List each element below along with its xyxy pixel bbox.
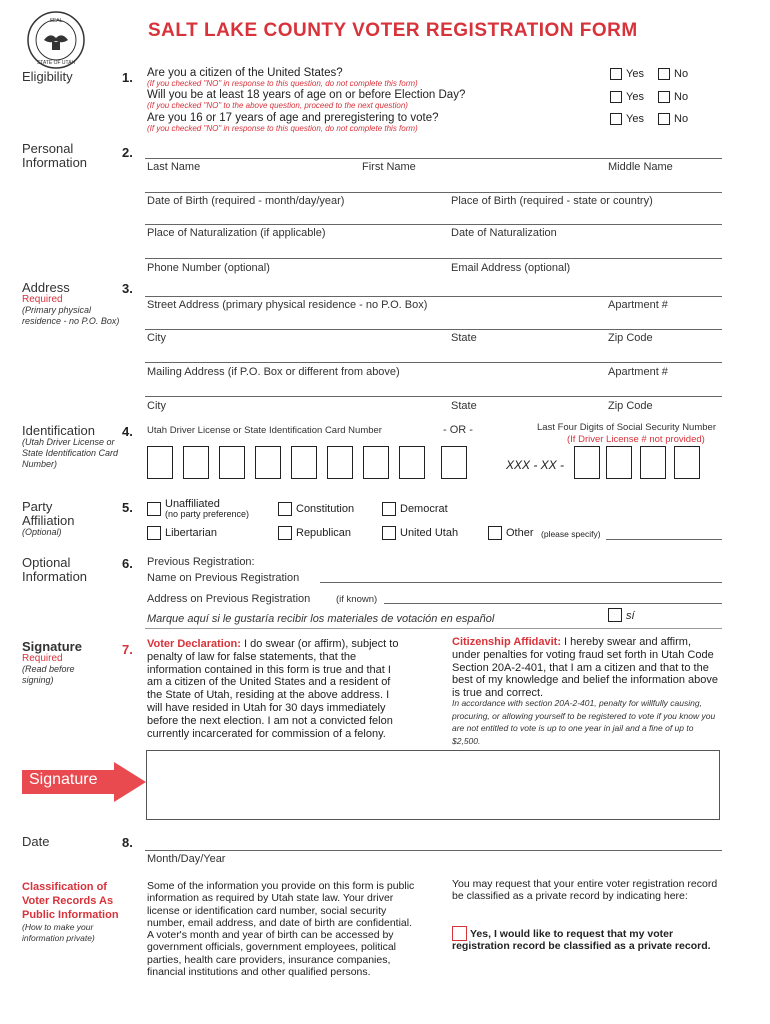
address-note: (Primary physical residence - no P.O. Box) bbox=[22, 305, 120, 326]
age18-yes-label: Yes bbox=[626, 91, 644, 103]
spanish-materials-label: Marque aquí si le gustaría recibir los materiales de votación en español bbox=[147, 613, 495, 625]
previous-name-input-line[interactable] bbox=[320, 582, 722, 583]
pob-label: Place of Birth (required - state or country) bbox=[451, 195, 653, 207]
section-number-1: 1. bbox=[122, 70, 133, 85]
dl-digit-8[interactable] bbox=[399, 446, 425, 479]
phone-label: Phone Number (optional) bbox=[147, 262, 270, 274]
democrat-label: Democrat bbox=[400, 503, 448, 515]
democrat-checkbox[interactable] bbox=[382, 502, 396, 516]
constitution-checkbox[interactable] bbox=[278, 502, 292, 516]
signature-note: (Read before signing) bbox=[22, 664, 75, 685]
section-number-5: 5. bbox=[122, 500, 133, 515]
classification-body: Some of the information you provide on this form is public information as required by Utah state law. Your driver license or identification card number, social security number, email address, and date of birth are confidential. A voter's month and year of birth can be accessed by government officials, government employees, political parties, health care providers, insurance companies, financial institutions and other qualified persons. bbox=[147, 880, 415, 979]
email-label: Email Address (optional) bbox=[451, 262, 571, 274]
city-label: City bbox=[147, 332, 166, 344]
dob-label: Date of Birth (required - month/day/year) bbox=[147, 195, 345, 207]
other-label: Other bbox=[506, 527, 534, 539]
other-checkbox[interactable] bbox=[488, 526, 502, 540]
section-personal-line1: Personal bbox=[22, 141, 74, 156]
citizen-no-checkbox[interactable] bbox=[658, 68, 670, 80]
section-address: Address bbox=[22, 280, 70, 295]
ssn-digit-4[interactable] bbox=[674, 446, 700, 479]
citizen-yes-checkbox[interactable] bbox=[610, 68, 622, 80]
city2-label: City bbox=[147, 400, 166, 412]
penalty-note: In accordance with section 20A-2-401, penalty for willfully causing, procuring, or allowing yourself to be registered to vote if you know you are not entitled to vote is up to one year in jail and a fine of up to $2,500. bbox=[452, 698, 716, 746]
republican-checkbox[interactable] bbox=[278, 526, 292, 540]
previous-address-input-line[interactable] bbox=[384, 603, 722, 604]
libertarian-checkbox[interactable] bbox=[147, 526, 161, 540]
dl-label: Utah Driver License or State Identification Card Number bbox=[147, 425, 382, 436]
apt-label: Apartment # bbox=[608, 299, 668, 311]
apt2-label: Apartment # bbox=[608, 366, 668, 378]
date-format-label: Month/Day/Year bbox=[147, 853, 226, 865]
last-name-label: Last Name bbox=[147, 161, 201, 173]
unaffiliated-checkbox[interactable] bbox=[147, 502, 161, 516]
section-signature: Signature bbox=[22, 639, 82, 654]
dl-digit-2[interactable] bbox=[183, 446, 209, 479]
city-input-line[interactable] bbox=[145, 329, 722, 330]
section-party-line2: Affiliation bbox=[22, 513, 75, 528]
previous-name-label: Name on Previous Registration bbox=[147, 572, 300, 584]
optional-divider bbox=[145, 628, 722, 629]
section-date: Date bbox=[22, 834, 50, 849]
svg-text:SEAL: SEAL bbox=[49, 18, 63, 24]
section-number-8: 8. bbox=[122, 835, 133, 850]
citizen-yes-label: Yes bbox=[626, 68, 644, 80]
previous-address-label: Address on Previous Registration bbox=[147, 593, 311, 605]
citizenship-affidavit bbox=[452, 636, 722, 700]
previous-address-note: (if known) bbox=[336, 594, 378, 605]
question-citizen: Are you a citizen of the United States? bbox=[147, 67, 343, 79]
signature-arrow-label: Signature bbox=[29, 771, 98, 788]
name-input-line[interactable] bbox=[145, 158, 722, 159]
identification-note: (Utah Driver License or State Identification Card Number) bbox=[22, 437, 119, 469]
section-number-3: 3. bbox=[122, 281, 133, 296]
party-optional: (Optional) bbox=[22, 527, 62, 537]
date-input-line[interactable] bbox=[145, 850, 722, 851]
dl-digit-1[interactable] bbox=[147, 446, 173, 479]
spanish-checkbox[interactable] bbox=[608, 608, 622, 622]
unaffiliated-note: (no party preference) bbox=[165, 509, 250, 519]
classification-title-line2: Voter Records As bbox=[22, 895, 114, 907]
spanish-si-label: sí bbox=[626, 610, 635, 622]
section-number-6: 6. bbox=[122, 556, 133, 571]
dl-digit-6[interactable] bbox=[327, 446, 353, 479]
question-age18-note: (If you checked "NO" to the above question, proceed to the next question) bbox=[147, 101, 408, 110]
voter-declaration bbox=[147, 638, 407, 740]
classification-title-line1: Classification of bbox=[22, 881, 107, 893]
mailing-input-line[interactable] bbox=[145, 362, 722, 363]
ssn-digit-2[interactable] bbox=[606, 446, 632, 479]
citizen-no-label: No bbox=[674, 68, 689, 80]
ssn-note: (If Driver License # not provided) bbox=[567, 434, 705, 445]
preregister-yes-checkbox[interactable] bbox=[610, 113, 622, 125]
or-label: - OR - bbox=[443, 424, 473, 436]
street-label: Street Address (primary physical residence - no P.O. Box) bbox=[147, 299, 428, 311]
naturalization-input-line[interactable] bbox=[145, 224, 722, 225]
private-record-label: Yes, I would like to request that my voter registration record be classified as a private record. bbox=[452, 928, 711, 953]
question-preregister: Are you 16 or 17 years of age and preregistering to vote? bbox=[147, 112, 439, 124]
question-age18: Will you be at least 18 years of age on or before Election Day? bbox=[147, 89, 466, 101]
libertarian-label: Libertarian bbox=[165, 527, 217, 539]
citizenship-affidavit-title: Citizenship Affidavit: bbox=[452, 636, 561, 648]
classification-note: (How to make your information private) bbox=[22, 922, 95, 943]
zip-label: Zip Code bbox=[608, 332, 653, 344]
section-optional-line2: Information bbox=[22, 569, 88, 584]
don-label: Date of Naturalization bbox=[451, 227, 557, 239]
constitution-label: Constitution bbox=[296, 503, 355, 515]
ssn-digit-1[interactable] bbox=[574, 446, 600, 479]
citizenship-affidavit-text: I hereby swear and affirm, under penalties for voting fraud set forth in Utah Code Section 20A-2-401, that I am a citizen and that to the best of my knowledge and belief the information above is true and correct. bbox=[452, 636, 718, 700]
section-number-2: 2. bbox=[122, 145, 133, 160]
svg-text:STATE OF UTAH: STATE OF UTAH bbox=[36, 60, 76, 66]
age18-no-label: No bbox=[674, 91, 689, 103]
previous-registration-label: Previous Registration: bbox=[147, 556, 255, 568]
classification-title bbox=[22, 880, 119, 922]
zip2-label: Zip Code bbox=[608, 400, 653, 412]
age18-yes-checkbox[interactable] bbox=[610, 91, 622, 103]
section-personal-line2: Information bbox=[22, 155, 88, 170]
dl-digit-3[interactable] bbox=[219, 446, 245, 479]
unaffiliated-label: Unaffiliated bbox=[165, 498, 220, 510]
section-number-4: 4. bbox=[122, 424, 133, 439]
classification-request: You may request that your entire voter registration record be classified as a private record by indicating here: bbox=[452, 878, 718, 903]
ssn-label: Last Four Digits of Social Security Number bbox=[537, 422, 716, 433]
preregister-yes-label: Yes bbox=[626, 113, 644, 125]
signature-required: Required bbox=[22, 653, 63, 664]
section-identification: Identification bbox=[22, 423, 95, 438]
dob-input-line[interactable] bbox=[145, 192, 722, 193]
dl-digit-9[interactable] bbox=[441, 446, 467, 479]
question-preregister-note: (If you checked "NO" in response to this question, do not complete this form) bbox=[147, 124, 418, 133]
voter-declaration-title: Voter Declaration: bbox=[147, 638, 241, 650]
ssn-digit-3[interactable] bbox=[640, 446, 666, 479]
section-eligibility: Eligibility bbox=[22, 69, 73, 84]
phone-input-line[interactable] bbox=[145, 258, 722, 259]
voter-declaration-text: I do swear (or affirm), subject to penalty of law for false statements, that the information contained in this form is true and that I am a citizen of the United States and a resident of the State of Utah, residing at the above address. I will have resided in Utah for 30 days immediately before the next election. I am not a convicted felon currently incarcerated for commission of a felony. bbox=[147, 638, 399, 740]
republican-label: Republican bbox=[296, 527, 352, 539]
dl-digit-4[interactable] bbox=[255, 446, 281, 479]
united-utah-checkbox[interactable] bbox=[382, 526, 396, 540]
preregister-no-checkbox[interactable] bbox=[658, 113, 670, 125]
state-label: State bbox=[451, 332, 477, 344]
dl-digit-7[interactable] bbox=[363, 446, 389, 479]
section-optional-line1: Optional bbox=[22, 555, 71, 570]
city2-input-line[interactable] bbox=[145, 396, 722, 397]
utah-state-seal bbox=[26, 10, 86, 70]
ssn-prefix: XXX - XX - bbox=[506, 458, 565, 472]
united-utah-label: United Utah bbox=[400, 527, 459, 539]
pon-label: Place of Naturalization (if applicable) bbox=[147, 227, 326, 239]
street-input-line[interactable] bbox=[145, 296, 722, 297]
other-input-line[interactable] bbox=[606, 539, 722, 540]
section-number-7: 7. bbox=[122, 642, 133, 657]
first-name-label: First Name bbox=[362, 161, 416, 173]
state2-label: State bbox=[451, 400, 477, 412]
form-title: SALT LAKE COUNTY VOTER REGISTRATION FORM bbox=[148, 20, 638, 41]
address-required: Required bbox=[22, 294, 63, 305]
dl-digit-5[interactable] bbox=[291, 446, 317, 479]
signature-box[interactable] bbox=[146, 750, 720, 820]
section-party-line1: Party bbox=[22, 499, 53, 514]
age18-no-checkbox[interactable] bbox=[658, 91, 670, 103]
other-note: (please specify) bbox=[541, 529, 601, 539]
middle-name-label: Middle Name bbox=[608, 161, 673, 173]
preregister-no-label: No bbox=[674, 113, 689, 125]
question-citizen-note: (If you checked "NO" in response to this question, do not complete this form) bbox=[147, 79, 418, 88]
classification-title-line3: Public Information bbox=[22, 909, 119, 921]
mailing-label: Mailing Address (if P.O. Box or different from above) bbox=[147, 366, 400, 378]
